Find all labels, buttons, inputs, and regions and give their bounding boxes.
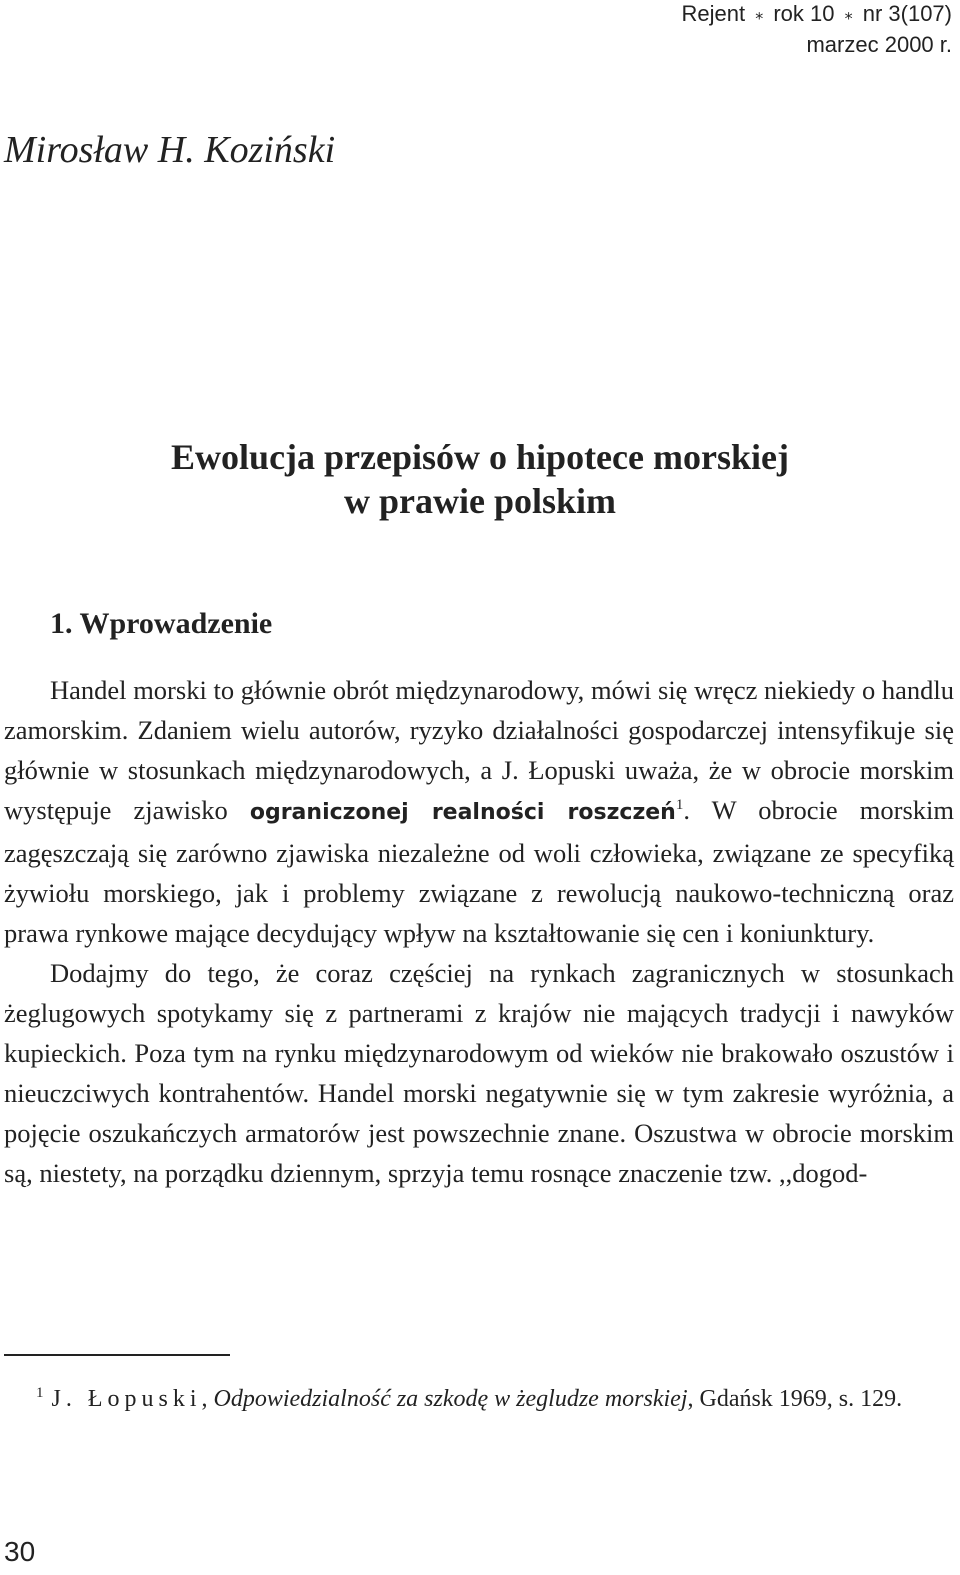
title-line-1: Ewolucja przepisów o hipotece morskiej xyxy=(171,437,789,477)
footnote-reference[interactable]: 1 xyxy=(675,797,684,814)
footnote-separator: , xyxy=(201,1386,214,1412)
journal-name: Rejent xyxy=(681,1,746,26)
footnote-number: 1 xyxy=(36,1385,44,1401)
author-name: Mirosław H. Koziński xyxy=(4,129,336,171)
title-line-2: w prawie polskim xyxy=(343,481,617,521)
footnote xyxy=(4,1382,954,1416)
emphasized-term: ograniczonej realności roszczeń xyxy=(249,800,676,825)
paragraph-2: Dodajmy do tego, że coraz częściej na rynkach zagranicznych w stosunkach żeglugowych spotykamy się z partnerami z krajów nie mających tradycji i nawyków kupieckich. Poza tym na rynku międzynarodowym od wieków nie brakowało oszustów i nieuczciwych kontrahentów. Handel morski negatywnie się w tym zakresie wyróżnia, a pojęcie oszukańczych armatorów jest powszechnie znane. Oszustwa w obrocie morskim są, niestety, na porządku dziennym, sprzyja temu rosnące znaczenie tzw. ,,dogod- xyxy=(4,958,954,1188)
paragraph-1 xyxy=(4,670,954,953)
footnote-divider xyxy=(4,1354,230,1356)
page-number: 30 xyxy=(4,1536,36,1567)
section-heading: 1. Wprowadzenie xyxy=(50,607,273,640)
star-separator: ⁎ xyxy=(844,6,853,23)
footnote-author: J. Łopuski xyxy=(51,1386,202,1412)
footnote-work-title: Odpowiedzialność za szkodę w żegludze morskiej xyxy=(213,1386,688,1412)
journal-year: rok 10 xyxy=(773,1,835,26)
journal-date: marzec 2000 r. xyxy=(806,32,952,57)
star-separator: ⁎ xyxy=(755,6,764,23)
paragraph-1-part-2: . W obrocie morskim zagęszczają się zarówno zjawiska niezależne od woli człowieka, związane ze specyfiką żywiołu morskiego, jak i problemy związane z rewolucją naukowo-techniczną oraz prawa rynkowe mające decydujący wpływ na kształtowanie się cen i koniunktury. xyxy=(4,795,954,948)
body-text xyxy=(4,670,954,1193)
journal-issue: nr 3(107) xyxy=(862,1,952,26)
journal-issue-line xyxy=(681,0,952,31)
paragraph-1-part-1: Handel morski to głównie obrót międzynarodowy, mówi się wręcz niekiedy o handlu zamorskim. Zdaniem wielu autorów, ryzyko działalności gospodarczej intensyfikuje się głównie w stosunkach międzynarodowych, a J. Łopuski uważa, że w obrocie morskim występuje zjawisko xyxy=(4,675,954,825)
article-title xyxy=(0,435,960,523)
running-header xyxy=(681,0,952,59)
footnote-publication: , Gdańsk 1969, s. 129. xyxy=(687,1386,903,1412)
